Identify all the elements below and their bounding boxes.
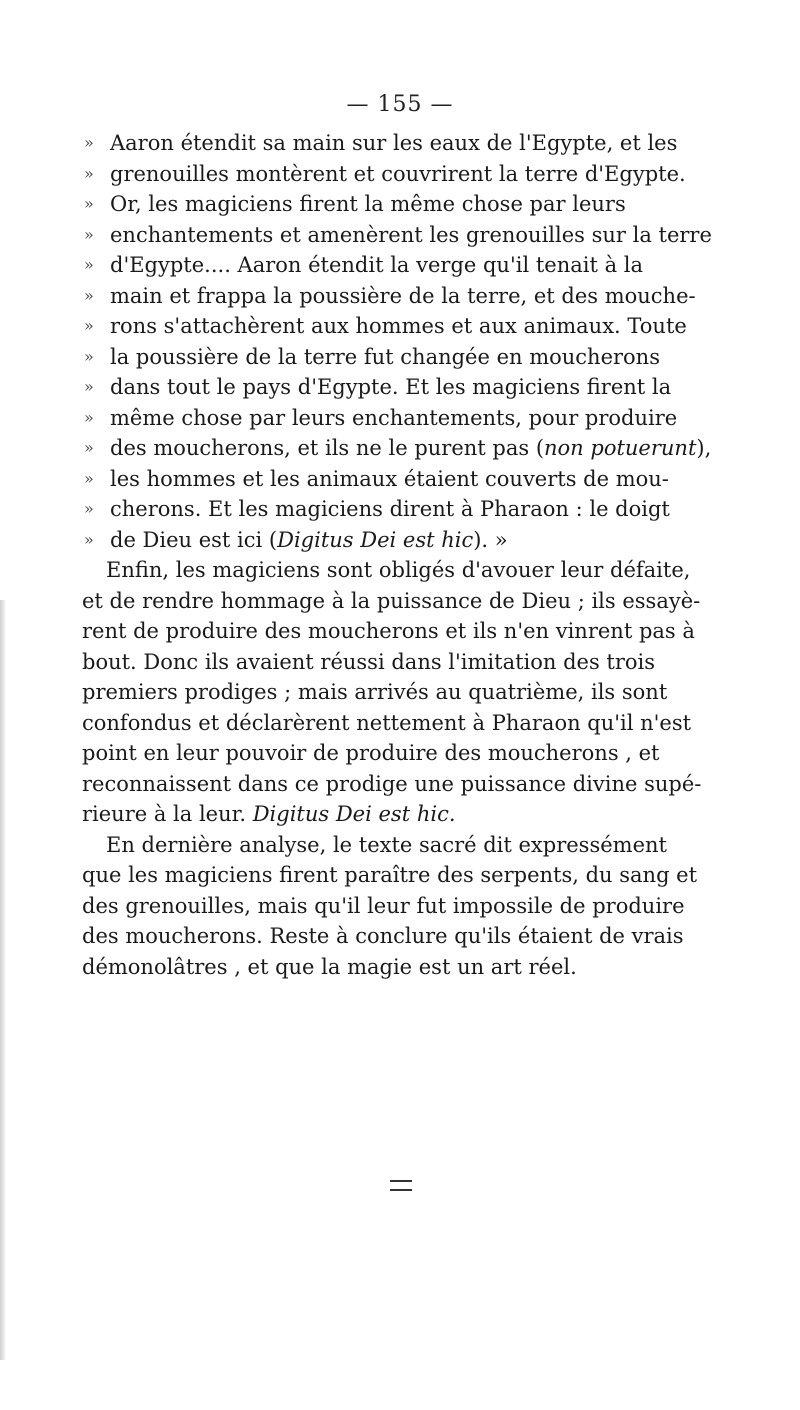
paragraph-line: et de rendre hommage à la puissance de Dieu ; ils essayè- (82, 588, 701, 613)
paragraph-line: des moucherons. Reste à conclure qu'ils étaient de vrais (82, 924, 684, 948)
quoted-line: » dans tout le pays d'Egypte. Et les magiciens firent la (82, 372, 722, 403)
paragraph-line: En dernière analyse, le texte sacré dit expressément (106, 832, 667, 857)
quoted-line: » les hommes et les animaux étaient couverts de mou- (82, 464, 722, 495)
guillemet-mark: » (84, 468, 94, 488)
page-edge-shadow (0, 600, 6, 1360)
paragraph-line: rieure à la leur. Digitus Dei est hic. (82, 802, 456, 826)
quoted-line: » même chose par leurs enchantements, pour produire (82, 403, 722, 434)
quoted-line: » la poussière de la terre fut changée en moucherons (82, 342, 722, 373)
guillemet-mark: » (84, 499, 94, 518)
body-text (82, 128, 722, 982)
page-number: — 155 — (346, 92, 454, 117)
paragraph-line: point en leur pouvoir de produire des moucherons , et (82, 741, 660, 765)
latin-quote: Digitus Dei est hic. (252, 802, 456, 826)
quoted-line: » d'Egypte.... Aaron étendit la verge qu'il tenait à la (82, 250, 722, 281)
paragraph-line: rent de produire des moucherons et ils n'en vinrent pas à (82, 619, 695, 643)
quoted-line: » des moucherons, et ils ne le purent pas (non potuerunt), (82, 433, 722, 464)
paragraph-line: confondus et déclarèrent nettement à Pharaon qu'il n'est (82, 710, 692, 735)
guillemet-mark: » (84, 529, 94, 549)
guillemet-mark: » (84, 163, 94, 183)
paragraph-line: démonolâtres , et que la magie est un art réel. (82, 954, 577, 979)
paragraph-line: reconnaissent dans ce prodige une puissance divine supé- (82, 771, 702, 796)
guillemet-mark: » (84, 285, 94, 305)
section-end-mark (390, 1180, 412, 1191)
guillemet-mark: » (84, 377, 94, 396)
paragraph-line: des grenouilles, mais qu'il leur fut impossile de produire (82, 893, 685, 918)
quoted-line: » enchantements et amenèrent les grenouilles sur la terre (82, 220, 722, 251)
quoted-line: » de Dieu est ici (Digitus Dei est hic). » (82, 525, 722, 556)
paragraph-line: bout. Donc ils avaient réussi dans l'imitation des trois (82, 649, 656, 674)
quoted-line: » main et frappa la poussière de la terre, et des mouche- (82, 281, 722, 312)
guillemet-mark: » (84, 133, 94, 152)
guillemet-mark: » (84, 407, 94, 427)
guillemet-mark: » (84, 316, 94, 335)
guillemet-mark: » (84, 224, 94, 244)
quoted-line: » grenouilles montèrent et couvrirent la terre d'Egypte. (82, 159, 722, 190)
paragraph-line: que les magiciens firent paraître des serpents, du sang et (82, 863, 698, 887)
latin-quote: Digitus Dei est hic (277, 527, 474, 552)
guillemet-mark: » (84, 255, 94, 274)
guillemet-mark: » (84, 346, 94, 366)
quoted-line: » rons s'attachèrent aux hommes et aux animaux. Toute (82, 311, 722, 342)
paragraph-line: premiers prodiges ; mais arrivés au quatrième, ils sont (82, 680, 668, 704)
latin-quote: non potuerunt (544, 436, 697, 460)
guillemet-mark: » (84, 194, 94, 213)
quoted-line: » Or, les magiciens firent la même chose par leurs (82, 189, 722, 220)
paragraph-line: Enfin, les magiciens sont obligés d'avouer leur défaite, (106, 558, 691, 582)
quoted-line: » cherons. Et les magiciens dirent à Pharaon : le doigt (82, 494, 722, 525)
guillemet-mark: » (84, 438, 94, 457)
quoted-line: » Aaron étendit sa main sur les eaux de l'Egypte, et les (82, 128, 722, 159)
